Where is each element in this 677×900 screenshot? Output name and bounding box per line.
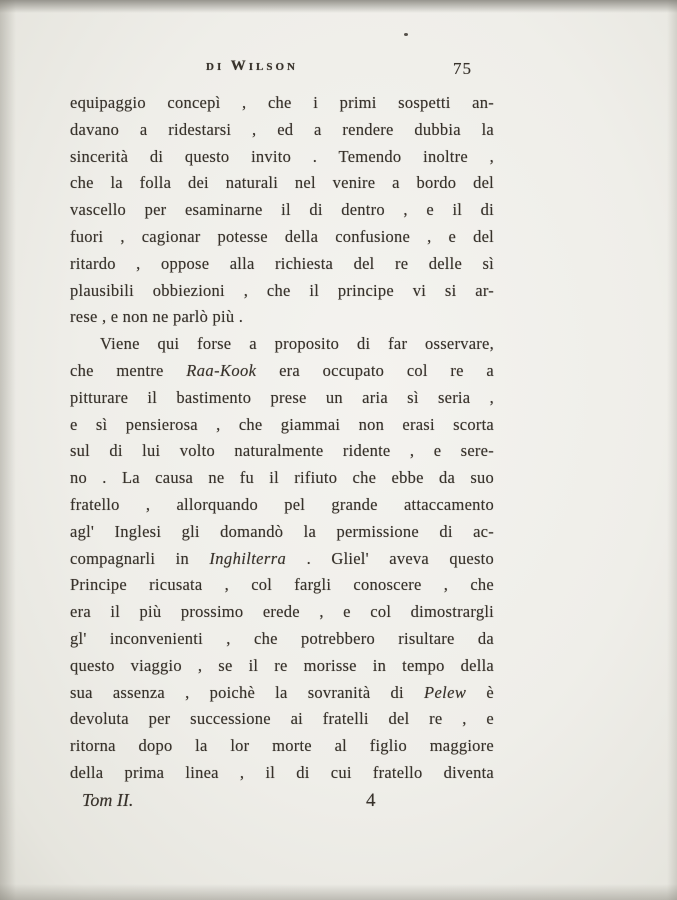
scan-edge-bottom xyxy=(0,884,677,900)
text-line: compagnarli in Inghilterra . Gliel' aveva questo xyxy=(70,548,494,568)
text-line: che mentre Raa-Kook era occupato col re a xyxy=(70,360,494,380)
scan-edge-right xyxy=(667,0,677,900)
page-footer xyxy=(70,790,494,818)
scan-edge-top xyxy=(0,0,677,13)
text-line: fuori , cagionar potesse della confusione , e del xyxy=(70,226,494,246)
text-line: della prima linea , il di cui fratello diventa xyxy=(70,762,494,782)
text-line: fratello , allorquando pel grande attaccamento xyxy=(70,494,494,514)
text-line: pitturare il bastimento prese un aria sì seria , xyxy=(70,387,494,407)
text-line: era il più prossimo erede , e col dimostrargli xyxy=(70,602,494,622)
text-line: Viene qui forse a proposito di far osservare, xyxy=(100,334,494,354)
text-line: e sì pensierosa , che giammai non erasi scorta xyxy=(70,414,494,434)
signature-mark: 4 xyxy=(366,790,376,811)
page-number: 75 xyxy=(453,59,472,78)
text-line: ritorna dopo la lor morte al figlio maggiore xyxy=(70,736,494,756)
text-line: sul di lui volto naturalmente ridente , e sere- xyxy=(70,441,494,461)
text-line: davano a ridestarsi , ed a rendere dubbia la xyxy=(70,119,494,139)
text-line: agl' Inglesi gli domandò la permissione di ac- xyxy=(70,521,494,541)
text-line: ritardo , oppose alla richiesta del re delle sì xyxy=(70,253,494,273)
text-block xyxy=(70,90,494,787)
text-line: gl' inconvenienti , che potrebbero risultare da xyxy=(70,628,494,648)
page-header xyxy=(70,58,494,82)
text-line: rese , e non ne parlò più . xyxy=(70,307,244,327)
text-line: devoluta per successione ai fratelli del re , e xyxy=(70,709,494,729)
scan-edge-left xyxy=(0,0,16,900)
text-line: sincerità di questo invito . Temendo inoltre , xyxy=(70,146,494,166)
ink-speck-icon xyxy=(404,33,408,36)
text-line: questo viaggio , se il re morisse in tempo della xyxy=(70,655,494,675)
text-line: sua assenza , poichè la sovranità di Pelew è xyxy=(70,682,494,702)
text-line: no . La causa ne fu il rifiuto che ebbe da suo xyxy=(70,468,494,488)
text-line: che la folla dei naturali nel venire a bordo del xyxy=(70,173,494,193)
text-line: vascello per esaminarne il di dentro , e il di xyxy=(70,200,494,220)
text-line: equipaggio concepì , che i primi sospetti an- xyxy=(70,93,494,112)
running-title: di Wilson xyxy=(206,58,298,74)
volume-label: Tom II. xyxy=(82,790,134,810)
text-line: plausibili obbiezioni , che il principe vi si ar- xyxy=(70,280,494,300)
text-line: Principe ricusata , col fargli conoscere , che xyxy=(70,575,494,595)
